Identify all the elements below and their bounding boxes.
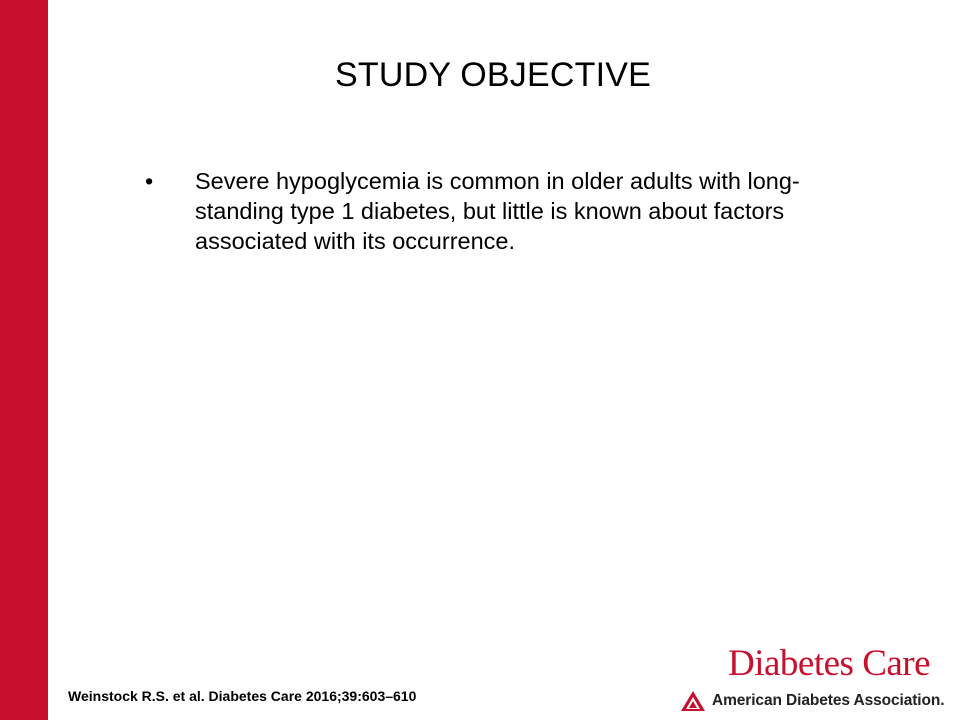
ada-name: American Diabetes Association.	[712, 692, 945, 709]
red-side-bar	[0, 0, 48, 720]
ada-logo	[680, 686, 944, 716]
bullet-text: Severe hypoglycemia is common in older adults with long-standing type 1 diabetes, but little is known about factors associated with its occurrence.	[195, 168, 800, 254]
slide-title: STUDY OBJECTIVE	[335, 56, 651, 94]
triangle-a-icon	[680, 690, 706, 712]
bullet-marker: •	[145, 168, 154, 194]
citation: Weinstock R.S. et al. Diabetes Care 2016;39:603–610	[68, 688, 417, 704]
bullet-list	[145, 166, 885, 256]
diabetes-care-logo: Diabetes Care	[728, 643, 931, 684]
bullet-item	[145, 166, 885, 256]
